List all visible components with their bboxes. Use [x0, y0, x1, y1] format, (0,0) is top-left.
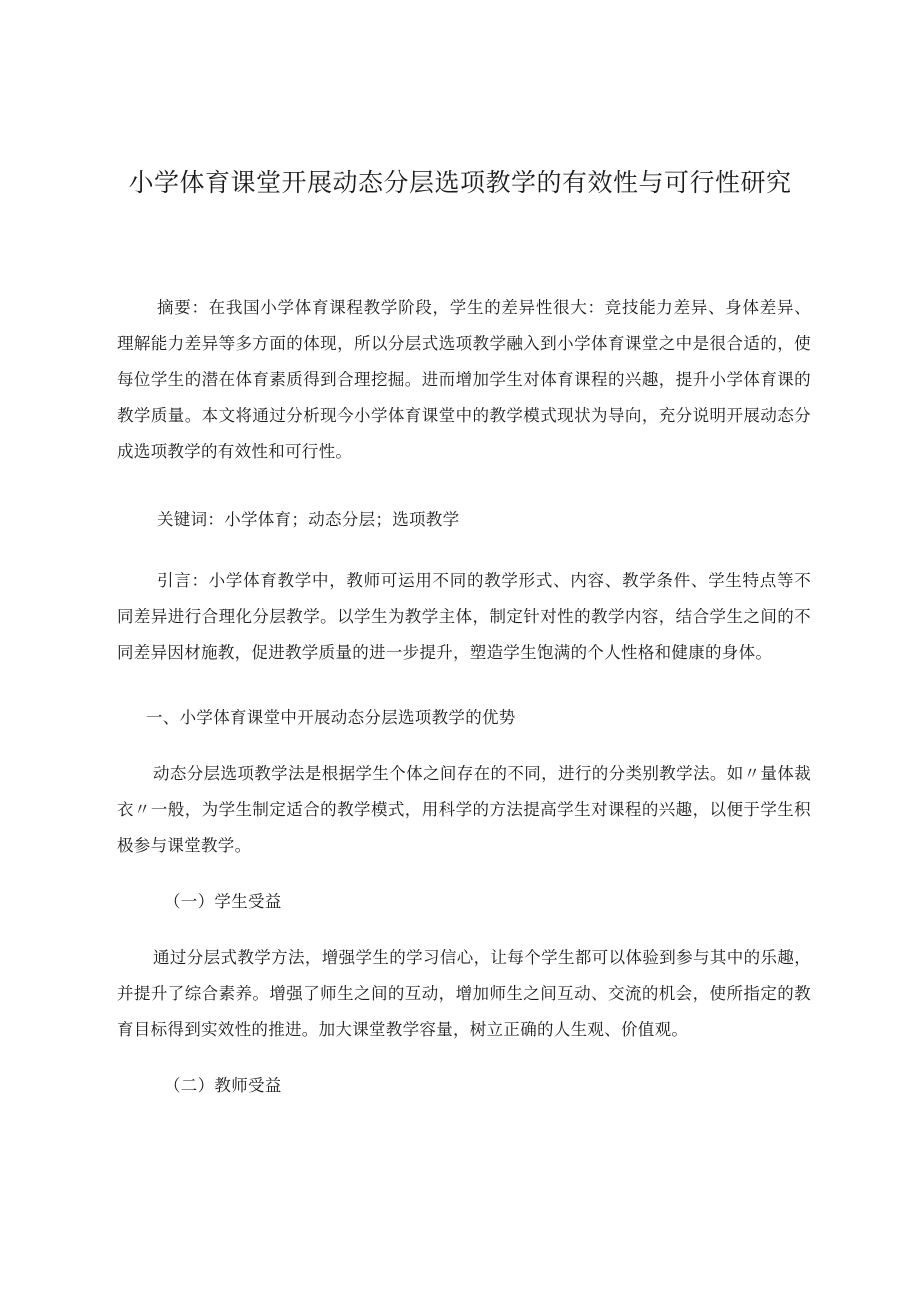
subsection-1-paragraph: 通过分层式教学方法，增强学生的学习信心，让每个学生都可以体验到参与其中的乐趣，并提升了综合素养。增强了师生之间的互动，增加师生之间互动、交流的机会，使所指定的教育目标得到实效性的推进。加大课堂教学容量，树立正确的人生观、价值观。	[117, 948, 811, 1039]
document-title: 小学体育课堂开展动态分层选项教学的有效性与可行性研究	[128, 168, 792, 197]
subsection-1-heading: （一）学生受益	[164, 892, 282, 911]
introduction-paragraph: 引言：小学体育教学中，教师可运用不同的教学形式、内容、教学条件、学生特点等不同差异进行合理化分层教学。以学生为教学主体，制定针对性的教学内容，结合学生之间的不同差异因材施教，促进教学质量的进一步提升，塑造学生饱满的个人性格和健康的身体。	[117, 571, 811, 662]
abstract-paragraph: 摘要：在我国小学体育课程教学阶段，学生的差异性很大：竞技能力差异、身体差异、理解能力差异等多方面的体现，所以分层式选项教学融入到小学体育课堂之中是很合适的，使每位学生的潜在体育素质得到合理挖掘。进而增加学生对体育课程的兴趣，提升小学体育课的教学质量。本文将通过分析现今小学体育课堂中的教学模式现状为导向，充分说明开展动态分成选项教学的有效性和可行性。	[117, 298, 811, 461]
keywords-line: 关键词：小学体育；动态分层；选项教学	[157, 510, 460, 529]
section-1-heading: 一、小学体育课堂中开展动态分层选项教学的优势	[146, 708, 516, 727]
subsection-2-heading: （二）教师受益	[164, 1076, 282, 1095]
section-1-paragraph: 动态分层选项教学法是根据学生个体之间存在的不同，进行的分类别教学法。如〃量体裁衣〃一般，为学生制定适合的教学模式，用科学的方法提高学生对课程的兴趣，以便于学生积极参与课堂教学。	[117, 764, 811, 855]
